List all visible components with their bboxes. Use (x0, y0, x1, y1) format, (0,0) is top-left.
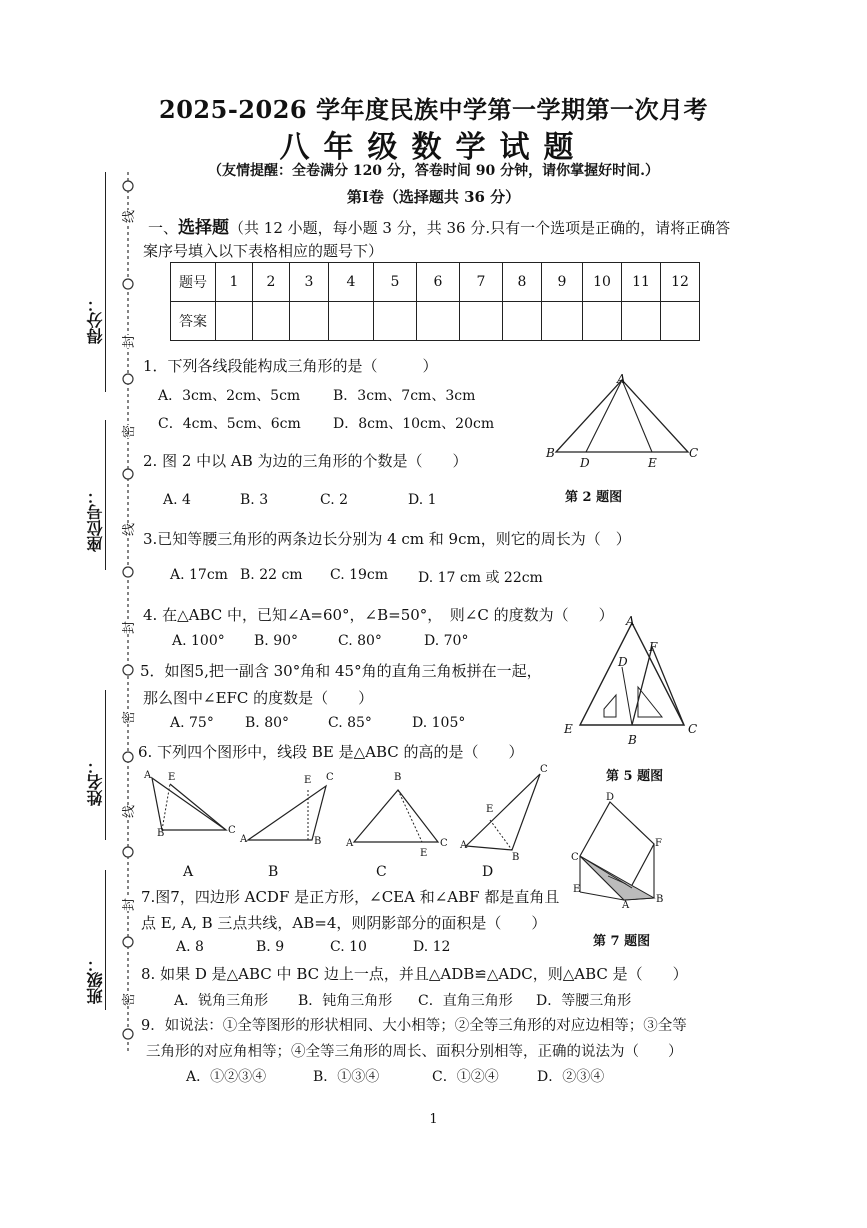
answer-cell[interactable] (216, 302, 253, 341)
answer-cell[interactable] (253, 302, 290, 341)
question-1-option-a: A．3cm、2cm、5cm (158, 388, 301, 404)
question-9-option-d: D．②③④ (537, 1069, 605, 1085)
question-4-stem: 4. 在△ABC 中，已知∠A=60°，∠B=50°， 则∠C 的度数为（ ） (143, 606, 614, 624)
question-7-stem: 7.图7，四边形 ACDF 是正方形，∠CEA 和∠ABF 都是直角且 (141, 888, 560, 906)
question-4-option-a: A. 100° (172, 633, 225, 649)
figure-2-label-b: B (546, 446, 555, 460)
question-8-option-b: B．钝角三角形 (298, 993, 393, 1009)
question-3-option-c: C. 19cm (330, 567, 389, 583)
question-number-cell: 11 (622, 263, 661, 302)
question-7-option-d: D. 12 (413, 939, 451, 955)
binding-line (118, 172, 138, 1052)
score-label: 得分： (86, 296, 105, 344)
question-6-stem: 6. 下列四个图形中，线段 BE 是△ABC 的高的是（ ） (138, 743, 524, 761)
binding-char: 线 (118, 805, 137, 818)
question-2-option-c: C. 2 (320, 492, 349, 508)
binding-line-svg (118, 172, 138, 1052)
answer-cell[interactable] (374, 302, 417, 341)
q6d-label-c: C (540, 764, 548, 775)
question-number-cell: 10 (583, 263, 622, 302)
part1-heading-line2: 案序号填入以下表格相应的题号下） (143, 242, 384, 260)
figure-7-label-a: A (622, 900, 630, 911)
answer-cell[interactable] (417, 302, 460, 341)
answer-cell[interactable] (583, 302, 622, 341)
question-7-stem-line2: 点 E, A, B 三点共线，AB=4，则阴影部分的面积是（ ） (141, 914, 547, 932)
class-label: 班级： (86, 956, 105, 1004)
question-9-option-b: B．①③④ (313, 1069, 380, 1085)
q6c-label-e: E (420, 848, 428, 859)
binding-char: 密 (118, 425, 137, 438)
question-6-figure-b (238, 780, 338, 854)
question-number-cell: 1 (216, 263, 253, 302)
question-6-option-b: B (268, 864, 279, 880)
figure-5-label-e: E (564, 722, 573, 736)
question-1-option-d: D．8cm、10cm、20cm (333, 416, 495, 432)
answer-table (170, 262, 700, 341)
page-number: 1 (429, 1112, 438, 1127)
question-9-stem: 9．如说法：①全等图形的形状相同、大小相等；②全等三角形的对应边相等；③全等 (141, 1018, 687, 1034)
question-9-option-a: A．①②③④ (186, 1069, 267, 1085)
exam-title: 2025-2026 学年度民族中学第一学期第一次月考 (159, 95, 708, 124)
figure-2-caption: 第 2 题图 (565, 490, 623, 505)
binding-char: 密 (118, 993, 137, 1006)
question-9-option-c: C．①②④ (432, 1069, 499, 1085)
q6a-label-a: A (144, 770, 152, 781)
question-7-option-c: C. 10 (330, 939, 367, 955)
section-heading: 第Ⅰ卷（选择题共 36 分） (346, 188, 521, 206)
answer-cell[interactable] (661, 302, 700, 341)
part1-rest: （共 12 小题，每小题 3 分，共 36 分.只有一个选项是正确的，请将正确答 (229, 219, 731, 237)
figure-5-label-c: C (688, 722, 698, 736)
question-6-option-d: D (482, 864, 494, 880)
question-9-stem-line2: 三角形的对应角相等；④全等三角形的周长、面积分别相等，正确的说法为（ ） (146, 1044, 683, 1060)
question-5-option-d: D. 105° (412, 715, 466, 731)
binding-char: 封 (118, 621, 137, 634)
answer-row-label: 答案 (171, 302, 216, 341)
name-label: 姓名： (86, 758, 105, 806)
question-number-cell: 5 (374, 263, 417, 302)
question-number-cell: 2 (253, 263, 290, 302)
q6b-label-e: E (304, 775, 312, 786)
question-number-cell: 9 (542, 263, 583, 302)
figure-5-label-f: F (649, 640, 658, 654)
question-4-option-c: C. 80° (338, 633, 382, 649)
q6a-label-b: B (157, 828, 165, 839)
question-number-cell: 3 (290, 263, 329, 302)
question-2-option-b: B. 3 (240, 492, 269, 508)
seat-label: 座位号： (86, 488, 105, 552)
part1-bold: 选择题 (178, 218, 230, 238)
figure-5-caption: 第 5 题图 (606, 769, 664, 784)
question-6-option-a: A (183, 864, 194, 880)
figure-7-label-e: E (573, 884, 581, 895)
figure-2-label-e: E (648, 456, 657, 470)
question-1-option-b: B．3cm、7cm、3cm (333, 388, 476, 404)
figure-7-label-c: C (571, 852, 579, 863)
answer-cell[interactable] (542, 302, 583, 341)
question-8-option-a: A．锐角三角形 (174, 993, 269, 1009)
question-3-option-a: A. 17cm (170, 567, 228, 583)
figure-7 (568, 792, 698, 921)
part1-prefix: 一、 (148, 219, 179, 237)
question-5-option-b: B. 80° (245, 715, 290, 731)
question-8-option-d: D．等腰三角形 (536, 993, 632, 1009)
question-3-stem: 3.已知等腰三角形的两条边长分别为 4 cm 和 9cm，则它的周长为（ ） (143, 530, 631, 548)
question-1-option-c: C．4cm、5cm、6cm (158, 416, 301, 432)
question-6-figure-b-svg (238, 780, 338, 850)
figure-5-label-d: D (618, 655, 628, 669)
figure-2-label-a: A (617, 372, 626, 386)
figure-5-label-a: A (626, 614, 635, 628)
question-6-figure-d-svg (460, 768, 550, 858)
figure-7-label-f: F (655, 838, 662, 849)
question-6-figure-c (346, 782, 446, 856)
question-number-cell: 4 (329, 263, 374, 302)
binding-char: 封 (118, 898, 137, 911)
q6c-label-a: A (346, 838, 354, 849)
question-8-option-c: C．直角三角形 (418, 993, 513, 1009)
question-8-stem: 8. 如果 D 是△ABC 中 BC 边上一点，并且△ADB≌△ADC，则△ABC 是（ ） (141, 965, 688, 983)
score-field-line[interactable] (105, 172, 106, 392)
figure-5-label-b: B (628, 733, 637, 747)
question-2-option-d: D. 1 (408, 492, 437, 508)
question-5-stem: 5．如图5,把一副含 30°角和 45°角的直角三角板拼在一起， (140, 662, 542, 680)
question-4-option-d: D. 70° (424, 633, 469, 649)
answer-cell[interactable] (503, 302, 542, 341)
question-5-option-c: C. 85° (328, 715, 372, 731)
question-7-option-a: A. 8 (176, 939, 204, 955)
question-2-stem: 2. 图 2 中以 AB 为边的三角形的个数是（ ） (143, 452, 468, 470)
figure-5-svg (560, 615, 700, 745)
q6c-label-b: B (394, 772, 402, 783)
figure-7-svg (568, 792, 698, 917)
q6d-label-a: A (460, 840, 468, 851)
question-number-cell: 7 (460, 263, 503, 302)
question-6-option-c: C (376, 864, 387, 880)
exam-tip: （友情提醒：全卷满分 120 分，答卷时间 90 分钟，请你掌握好时间.） (207, 163, 660, 179)
q6d-label-e: E (486, 804, 494, 815)
q6b-label-a: A (240, 834, 248, 845)
question-6-figure-c-svg (346, 782, 446, 852)
figure-2-label-d: D (580, 456, 590, 470)
answer-table-row-answers (171, 302, 700, 341)
binding-char: 线 (118, 523, 137, 536)
question-3-option-d: D. 17 cm 或 22cm (418, 570, 543, 586)
binding-char: 密 (118, 711, 137, 724)
q6b-label-c: C (326, 772, 334, 783)
answer-cell[interactable] (460, 302, 503, 341)
question-7-option-b: B. 9 (256, 939, 285, 955)
q6d-label-b: B (512, 852, 520, 863)
answer-cell[interactable] (622, 302, 661, 341)
figure-5 (560, 615, 700, 749)
answer-cell[interactable] (290, 302, 329, 341)
q6b-label-b: B (314, 836, 322, 847)
part1-heading (148, 213, 730, 238)
q6a-label-c: C (228, 825, 236, 836)
question-number-cell: 6 (417, 263, 460, 302)
question-4-option-b: B. 90° (254, 633, 299, 649)
figure-2-label-c: C (689, 446, 699, 460)
question-number-cell: 12 (661, 263, 700, 302)
figure-2-svg (540, 372, 700, 472)
q6a-label-e: E (168, 772, 176, 783)
question-3-option-b: B. 22 cm (240, 567, 303, 583)
figure-7-caption: 第 7 题图 (593, 934, 651, 949)
q6c-label-c: C (440, 838, 448, 849)
question-2-option-a: A. 4 (163, 492, 191, 508)
question-5-option-a: A. 75° (170, 715, 214, 731)
question-5-stem-line2: 那么图中∠EFC 的度数是（ ） (143, 689, 374, 707)
binding-char: 线 (118, 210, 137, 223)
answer-table-label: 题号 (171, 263, 216, 302)
figure-7-label-b: B (656, 894, 664, 905)
exam-subtitle: 八年级数学试题 (279, 130, 588, 165)
figure-2 (540, 372, 700, 476)
answer-cell[interactable] (329, 302, 374, 341)
figure-7-label-d: D (606, 792, 615, 803)
answer-table-row-numbers (171, 263, 700, 302)
binding-char: 封 (118, 335, 137, 348)
question-6-figure-d (460, 768, 550, 862)
question-number-cell: 8 (503, 263, 542, 302)
question-1-stem: 1．下列各线段能构成三角形的是（ ） (143, 357, 438, 375)
